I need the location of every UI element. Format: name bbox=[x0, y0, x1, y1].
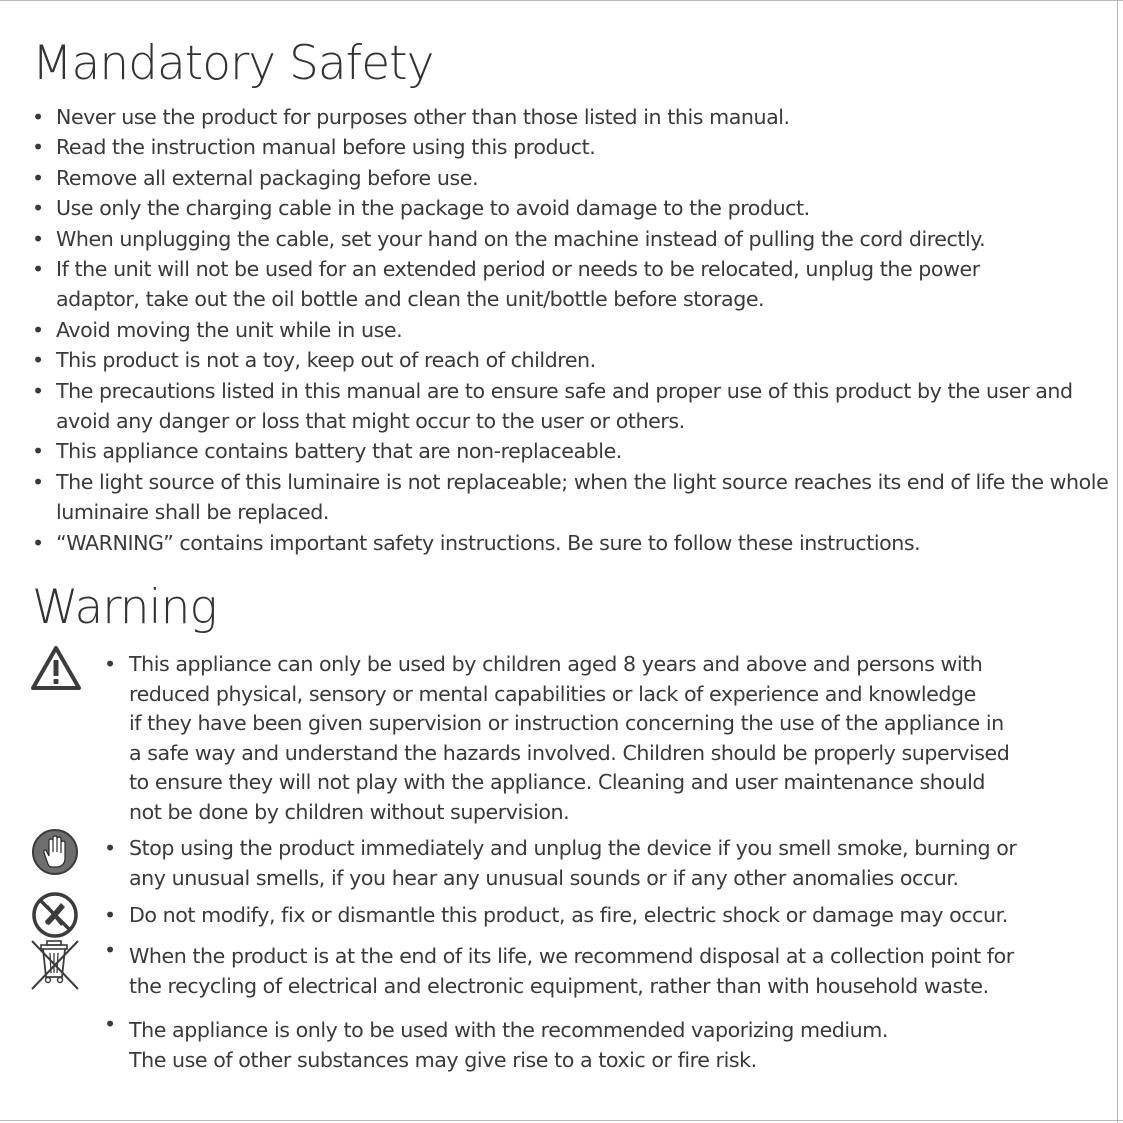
list-item bbox=[32, 102, 1092, 132]
bullet: • bbox=[32, 378, 44, 403]
list-item-text: Remove all external packaging before use. bbox=[56, 165, 479, 190]
section-title-mandatory-safety: Mandatory Safety bbox=[32, 36, 434, 91]
bullet: • bbox=[32, 348, 44, 373]
bullet: • bbox=[32, 196, 44, 221]
bullet: • bbox=[32, 317, 44, 342]
list-item-text: This appliance contains battery that are non-replaceable. bbox=[56, 439, 622, 464]
list-item-text: Use only the charging cable in the package to avoid damage to the product. bbox=[56, 196, 810, 221]
bullet: • bbox=[32, 165, 44, 190]
mandatory-safety-list bbox=[32, 102, 1109, 558]
page-border-bottom bbox=[0, 1120, 1123, 1121]
list-item bbox=[32, 193, 1092, 223]
list-item-text: When unplugging the cable, set your hand on the machine instead of pulling the cord directly. bbox=[56, 226, 986, 251]
section-title-warning: Warning bbox=[32, 580, 217, 635]
list-item bbox=[32, 254, 1056, 315]
list-item-text: Avoid moving the unit while in use. bbox=[56, 317, 403, 342]
bullet: • bbox=[104, 903, 116, 927]
list-item bbox=[32, 467, 1116, 528]
list-item bbox=[32, 163, 1092, 193]
warning-item-text: Stop using the product immediately and unplug the device if you smell smoke, burning or any unusual smells, if you hear any unusual sounds or if any other anomalies occur. bbox=[129, 836, 1017, 890]
bullet: • bbox=[104, 938, 116, 962]
list-item-text: The precautions listed in this manual are to ensure safe and proper use of this product by the user and avoid any danger or loss that might occur to the user or others. bbox=[56, 378, 1073, 434]
warning-item-text: The appliance is only to be used with the recommended vaporizing medium. The use of other substances may give rise to a toxic or fire risk. bbox=[129, 1018, 888, 1072]
list-item bbox=[32, 315, 1092, 345]
warning-item-text: This appliance can only be used by children aged 8 years and above and persons with reduced physical, sensory or mental capabilities or lack of experience and knowledge if they have been given supervision or instruction concerning the use of the appliance in a safe way and understand the hazards involved. Children should be properly supervised to ensure they will not play with the appliance. Cleaning and user maintenance should not be done by children without supervision. bbox=[129, 652, 1010, 824]
crossed-bin-icon bbox=[30, 937, 82, 991]
list-item-text: The light source of this luminaire is not replaceable; when the light source reaches its end of life the whole luminaire shall be replaced. bbox=[56, 469, 1109, 525]
bullet: • bbox=[104, 1012, 116, 1036]
bullet: • bbox=[104, 836, 116, 860]
stop-hand-icon bbox=[31, 828, 79, 876]
list-item-text: “WARNING” contains important safety instructions. Be sure to follow these instructions. bbox=[56, 530, 921, 555]
list-item-text: If the unit will not be used for an extended period or needs to be relocated, unplug the power adaptor, take out the oil bottle and clean the unit/bottle before storage. bbox=[56, 257, 980, 312]
bullet: • bbox=[32, 469, 44, 494]
list-item-text: This product is not a toy, keep out of reach of children. bbox=[56, 348, 596, 373]
bullet: • bbox=[32, 439, 44, 464]
warning-item bbox=[104, 650, 1064, 827]
list-item bbox=[32, 132, 1092, 162]
bullet: • bbox=[32, 226, 44, 251]
bullet: • bbox=[32, 257, 44, 282]
list-item-text: Never use the product for purposes other than those listed in this manual. bbox=[56, 105, 790, 129]
bullet: • bbox=[32, 530, 44, 555]
list-item bbox=[32, 376, 1092, 437]
list-item bbox=[32, 224, 1092, 254]
bullet: • bbox=[32, 105, 44, 129]
no-tools-icon bbox=[31, 891, 79, 939]
list-item bbox=[32, 528, 1092, 558]
warning-item bbox=[104, 834, 1064, 893]
bullet: • bbox=[32, 135, 44, 160]
warning-item-text: When the product is at the end of its life, we recommend disposal at a collection point for the recycling of electrical and electronic equipment, rather than with household waste. bbox=[129, 944, 1014, 998]
warning-item bbox=[104, 938, 1064, 1001]
warning-item bbox=[104, 901, 1064, 931]
page-border-top bbox=[0, 0, 1123, 1]
bullet: • bbox=[104, 652, 116, 676]
warning-item-text: Do not modify, fix or dismantle this product, as fire, electric shock or damage may occur. bbox=[129, 903, 1008, 927]
list-item bbox=[32, 436, 1092, 466]
list-item-text: Read the instruction manual before using this product. bbox=[56, 135, 596, 160]
warning-item bbox=[104, 1012, 1064, 1075]
page-border-right bbox=[1117, 0, 1118, 1123]
list-item bbox=[32, 345, 1092, 375]
warning-triangle-icon bbox=[30, 644, 82, 692]
